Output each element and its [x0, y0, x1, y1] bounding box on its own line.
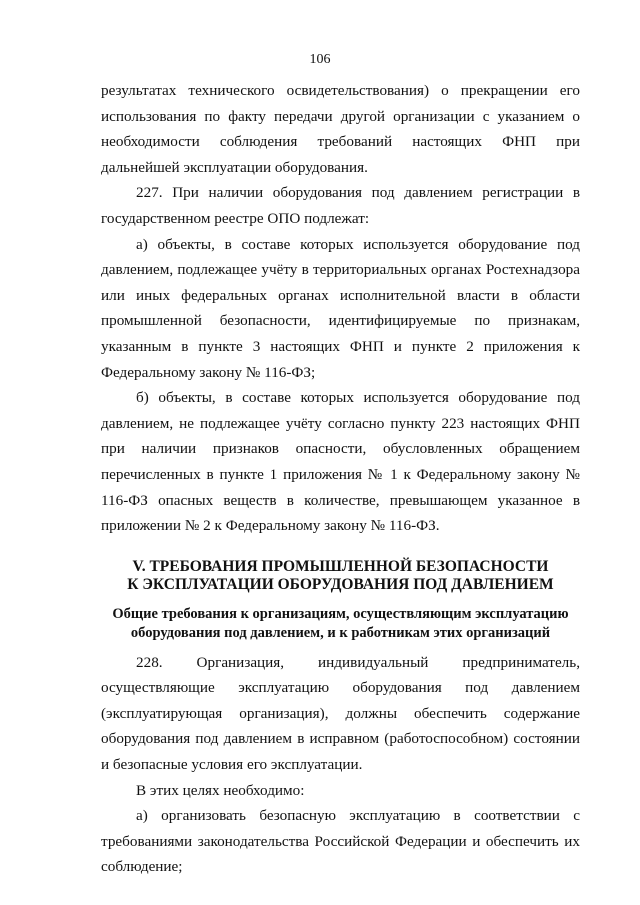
page-number: 106 [309, 52, 331, 67]
subsection-title-line-1: Общие требования к организациям, осуществляющим эксплуатацию [112, 605, 569, 622]
paragraph-continuation: результатах технического освидетельствования) о прекращении его использования по факту передачи другой организации с указанием о необходимости соблюдения требований настоящих ФНП при дальнейшей эксплуатации оборудования. [101, 82, 580, 176]
section-title-line-2: К ЭКСПЛУАТАЦИИ ОБОРУДОВАНИЯ ПОД ДАВЛЕНИЕМ [127, 575, 554, 593]
paragraph-228: 228. Организация, индивидуальный предприниматель, осуществляющие эксплуатацию оборудования под давлением (эксплуатирующая организация), должны обеспечить содержание оборудования под давлением в исправном (работоспособном) состоянии и безопасные условия его эксплуатации. [101, 653, 580, 774]
paragraph-purpose: В этих целях необходимо: [136, 781, 305, 799]
section-title-line-1: V. ТРЕБОВАНИЯ ПРОМЫШЛЕННОЙ БЕЗОПАСНОСТИ [132, 557, 549, 575]
subsection-title-line-2: оборудования под давлением, и к работникам этих организаций [130, 624, 551, 641]
section-title [101, 558, 580, 594]
paragraph-227: 227. При наличии оборудования под давлением регистрации в государственном реестре ОПО подлежат: [101, 184, 580, 227]
paragraph-227-b: б) объекты, в составе которых используется оборудование под давлением, не подлежащее учёту согласно пункту 223 настоящих ФНП при наличии признаков опасности, обусловленных обращением перечисленных в пункте 1 приложения № 1 к Федеральному закону № 116-ФЗ опасных веществ в количестве, превышающем указанное в приложении № 2 к Федеральному закону № 116-ФЗ. [101, 389, 580, 535]
paragraph-227-a: а) объекты, в составе которых используется оборудование под давлением, подлежащее учёту в территориальных органах Ростехнадзора или иных федеральных органах исполнительной власти в области промышленной безопасности, идентифицируемые по признакам, указанным в пункте 3 настоящих ФНП и пункте 2 приложения к Федеральному закону № 116-ФЗ; [101, 235, 580, 381]
subsection-title [101, 605, 580, 643]
paragraph-228-a: а) организовать безопасную эксплуатацию в соответствии с требованиями законодательства Российской Федерации и обеспечить их соблюдение; [101, 807, 580, 876]
document-body [101, 78, 580, 880]
